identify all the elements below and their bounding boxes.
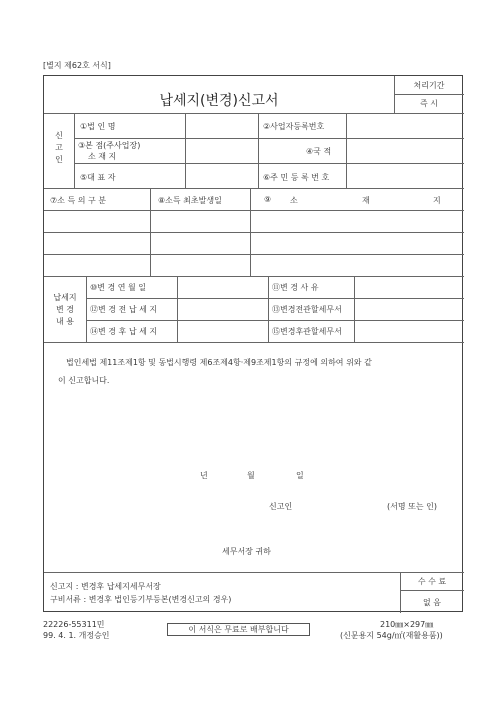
biz-reg-no-label: ②사업자등록번호 [263,122,325,131]
location-header-char: 소 [290,196,298,205]
col-divider [177,276,178,342]
row-divider [74,138,464,139]
side-divider [86,276,87,342]
col-divider [258,113,259,188]
applicant-side-label [44,130,74,166]
change-side-label [44,292,86,328]
change-date-label: ⑩변 경 연 월 일 [90,283,146,292]
section-divider [44,188,464,189]
location-header-char: 재 [362,196,370,205]
paper-size: 210㎜×297㎜ [380,620,434,629]
after-office-label: ⑮변경후관할세무서 [272,327,342,336]
table-row-divider [44,210,464,211]
before-office-label: ⑬변경전관할세무서 [272,305,342,314]
date-year-label: 년 [200,471,208,480]
side-char: 납세지 [53,293,77,302]
required-documents-text: 구비서류 : 변경후 법인등기부등본(변경신고의 경우) [50,595,232,604]
hq-location-label-2: 소 재 지 [88,152,117,161]
side-char: 내 용 [56,317,74,326]
fee-label: 수 수 료 [417,577,447,586]
declaration-text-line1: 법인세법 제11조제1항 및 동법시행령 제6조제4항·제9조제1항의 규정에 의하여 위와 같 [66,358,372,367]
form-title: 납세지(변경)신고서 [159,93,279,109]
col-divider [354,276,355,342]
approval-date: 99. 4. 1. 개정승인 [43,631,110,640]
resident-no-label: ⑥주 민 등 록 번 호 [263,173,330,182]
side-divider [74,113,75,188]
fee-row-divider [400,590,464,591]
representative-label: ⑤대 표 자 [80,173,116,182]
form-code: 22226-55311민 [43,620,105,629]
processing-divider [394,94,464,95]
table-row-divider [44,232,464,233]
nationality-label: ④국 적 [306,147,332,156]
table-row-divider [44,254,464,255]
side-char: 고 [55,143,63,152]
paper-spec: (신문용지 54g/㎡(재활용품)) [340,631,443,640]
location-header-char: 지 [433,196,441,205]
income-first-date-header: ⑧소득 최초발생일 [158,196,222,205]
date-month-label: 월 [247,471,255,480]
location-header-num: ⑨ [264,195,272,204]
reporter-label: 신고인 [269,502,293,511]
section-divider [44,276,464,277]
hq-location-label-1: ③본 점(주사업장) [78,141,141,150]
date-day-label: 일 [296,471,304,480]
declaration-text-line2: 이 신고합니다. [58,376,110,385]
col-divider [185,113,186,188]
report-to-text: 신고지 : 변경후 납세지세무서장 [50,582,161,591]
col-divider [346,113,347,188]
free-distribution-note: 이 서식은 무료로 배부합니다 [167,623,310,636]
before-place-label: ⑫변 경 전 납 세 지 [90,305,158,314]
change-reason-label: ⑪변 경 사 유 [272,283,319,292]
side-char: 인 [55,155,63,164]
row-divider [74,163,464,164]
tax-place-change-form [43,75,463,612]
processing-period-value: 즉 시 [420,99,438,108]
section-divider [44,572,464,573]
row-divider [86,298,464,299]
form-number-label: [별지 제62호 서식] [43,61,111,70]
col-divider [268,276,269,342]
row-divider [44,113,464,114]
side-char: 변 경 [56,305,74,314]
income-type-header: ⑦소 득 의 구 분 [50,196,106,205]
signature-label: (서명 또는 인) [387,502,437,511]
section-divider [44,342,464,343]
fee-value: 없 음 [423,598,441,607]
addressee-label: 세무서장 귀하 [222,547,271,556]
processing-period-label: 처리기간 [413,81,445,90]
corp-name-label: ①법 인 명 [80,122,116,131]
side-char: 신 [55,131,63,140]
row-divider [86,320,464,321]
after-place-label: ⑭변 경 후 납 세 지 [90,327,158,336]
